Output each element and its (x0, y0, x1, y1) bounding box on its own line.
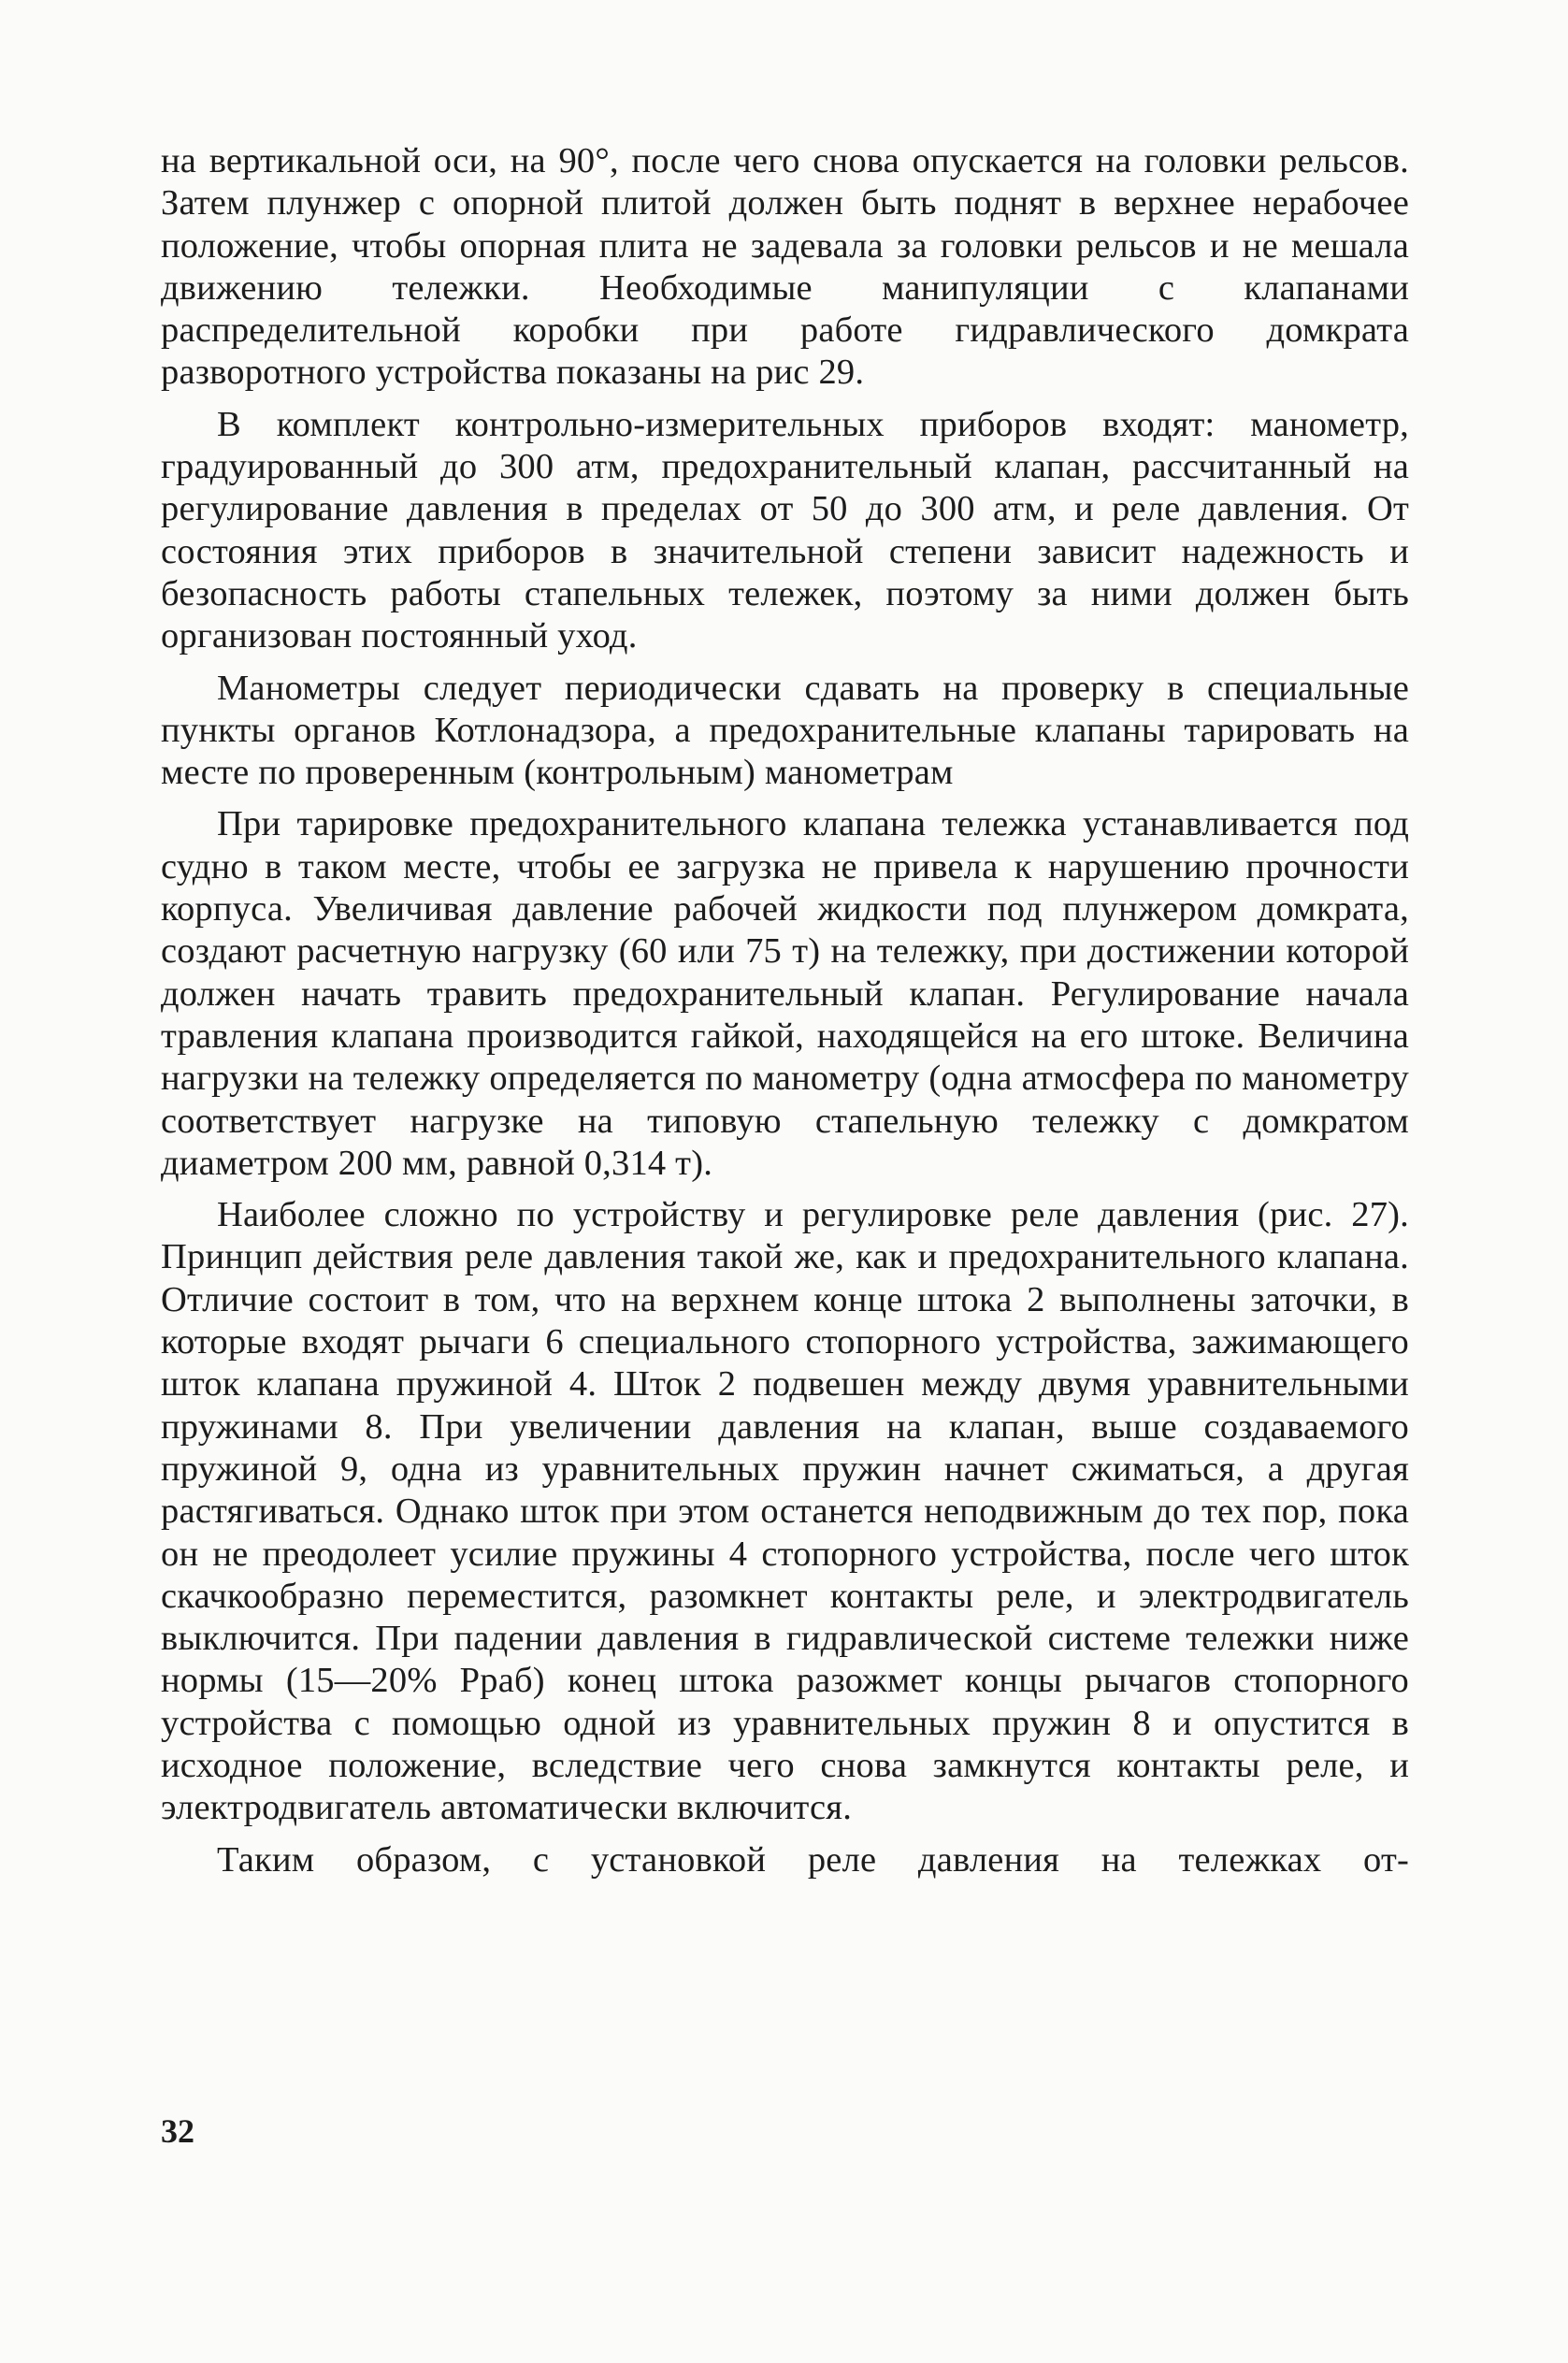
paragraph: В комплект контрольно-измерительных приборов входят: манометр, градуированный до 300 атм, предохранительный клапан, рассчитанный на регулирование давления в пределах от 50 до 300 атм, и реле давления. От состояния этих приборов в значительной степени зависит надежность и безопасность работы стапельных тележек, поэтому за ними должен быть организован постоянный уход. (161, 404, 1409, 656)
paragraph: Манометры следует периодически сдавать на проверку в специальные пункты органов Котлонадзора, а предохранительные клапаны тарировать на месте по проверенным (контрольным) манометрам (161, 668, 1409, 793)
paragraph: При тарировке предохранительного клапана тележка устанавливается под судно в таком месте, чтобы ее загрузка не привела к нарушению прочности корпуса. Увеличивая давление рабочей жидкости под плунжером домкрата, создают расчетную нагрузку (60 или 75 т) на тележку, при достижении которой должен начать травить предохранительный клапан. Регулирование начала травления клапана производится гайкой, находящейся на его штоке. Величина нагрузки на тележку определяется по манометру (одна атмосфера по манометру соответствует нагрузке на типовую стапельную тележку с домкратом диаметром 200 мм, равной 0,314 т). (161, 804, 1409, 1183)
paragraph: Таким образом, с установкой реле давления на тележках от- (217, 1839, 1409, 1880)
paragraph: Наиболее сложно по устройству и регулировке реле давления (рис. 27). Принцип действия реле давления такой же, как и предохранительного клапана. Отличие состоит в том, что на верхнем конце штока 2 выполнены заточки, в которые входят рычаги 6 специального стопорного устройства, зажимающего шток клапана пружиной 4. Шток 2 подвешен между двумя уравнительными пружинами 8. При увеличении давления на клапан, выше создаваемого пружиной 9, одна из уравнительных пружин начнет сжиматься, а другая растягиваться. Однако шток при этом останется неподвижным до тех пор, пока он не преодолеет усилие пружины 4 стопорного устройства, после чего шток скачкообразно переместится, разомкнет контакты реле, и электродвигатель выключится. При падении давления в гидравлической системе тележки ниже нормы (15—20% Pраб) конец штока разожмет концы рычагов стопорного устройства с помощью одной из уравнительных пружин 8 и опустится в исходное положение, вследствие чего снова замкнутся контакты реле, и электродвигатель автоматически включится. (161, 1195, 1409, 1828)
paragraph: на вертикальной оси, на 90°, после чего снова опускается на головки рельсов. Затем плунжер с опорной плитой должен быть поднят в верхнее нерабочее положение, чтобы опорная плита не задевала за головки рельсов и не мешала движению тележки. Необходимые манипуляции с клапанами распределительной коробки при работе гидравлического домкрата разворотного устройства показаны на рис 29. (161, 141, 1409, 393)
body-text (161, 140, 1409, 1891)
page-number: 32 (161, 2112, 194, 2150)
